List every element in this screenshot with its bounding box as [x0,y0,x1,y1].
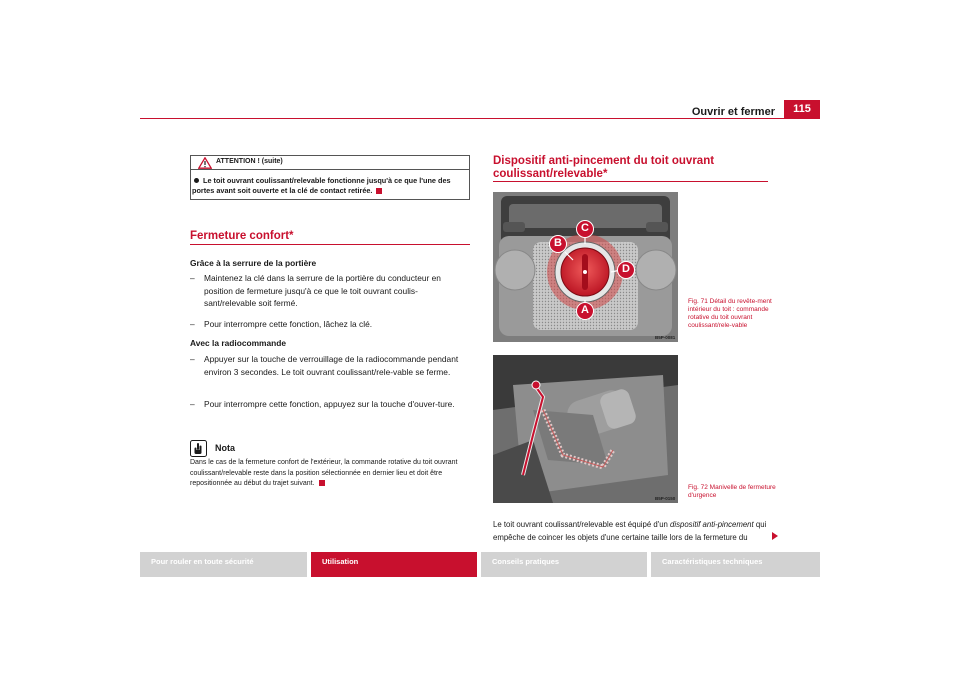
callout-label: A [576,302,594,320]
section-heading: Fermeture confort* [190,230,294,242]
section-title: Ouvrir et fermer [691,106,775,118]
warning-title: ATTENTION ! (suite) [216,158,283,165]
figure-code: B5P-0081 [655,335,676,340]
footer-tab-specs[interactable]: Caractéristiques techniques [651,552,820,577]
subheading-remote: Avec la radiocommande [190,338,287,348]
footer-tab-safety[interactable]: Pour rouler en toute sécurité [140,552,307,577]
figure-71-caption: Fig. 71 Détail du revête-ment intérieur du toit : commande rotative du toit ouvrant coulissant/rele-vable [688,298,772,329]
heading-rule [493,181,768,182]
end-mark-icon [319,480,325,486]
bullet-icon [194,178,199,183]
note-title: Nota [215,443,235,453]
callout-label: D [617,261,635,279]
footer-tab-usage[interactable]: Utilisation [311,552,477,577]
warning-triangle-icon [198,157,212,169]
figure-72-emergency-crank [493,355,678,503]
warning-text: Le toit ouvrant coulissant/relevable fonctionne jusqu'à ce que l'une des portes avant soit ouverte et la clé de contact retirée. [192,176,451,195]
callout-label: C [576,220,594,238]
figure-71-roof-control [493,192,678,342]
footer-tab-tips[interactable]: Conseils pratiques [481,552,647,577]
continue-arrow-icon [772,532,778,540]
note-hand-icon [190,440,207,457]
header-rule [140,118,820,119]
figure-code: B5P-0150 [655,496,676,501]
section-heading: Dispositif anti-pincement du toit ouvrant coulissant/relevable* [493,155,715,180]
subheading-door-lock: Grâce à la serrure de la portière [190,258,317,268]
heading-rule [190,244,470,245]
end-mark-icon [376,188,382,194]
callout-label: B [549,235,567,253]
page-number: 115 [784,100,820,118]
body-paragraph: Le toit ouvrant coulissant/relevable est équipé d'un dispositif anti-pincement qui empêche de coincer les objets d'une certaine taille lors de la fermeture du [493,520,767,542]
emergency-crank-illustration [493,355,678,503]
note-text: Dans le cas de la fermeture confort de l'extérieur, la commande rotative du toit ouvrant coulissant/relevable reste dans la position sélectionnée en dernier lieu et doit être repositionnée au début du trajet suivant. [190,459,458,487]
figure-72-caption: Fig. 72 Manivelle de fermeture d'urgence [688,484,776,499]
